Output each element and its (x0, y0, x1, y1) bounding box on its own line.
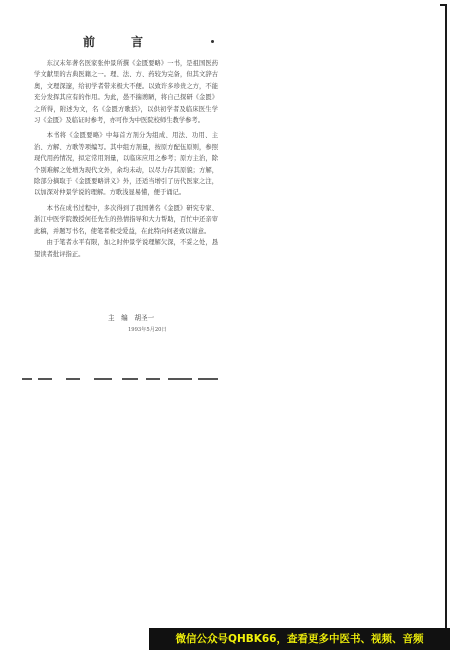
editor-signature: 主 编 胡圣一 (108, 314, 155, 322)
document-title: 前 言 (82, 35, 155, 49)
preface-paragraph-1: 东汉末年著名医家张仲景所撰《金匮要略》一书，是祖国医药学文献里的古典医籍之一。理、法、方、药较为完备，但其文辞古奥，文理深邃，给初学者带来极大不便。以致许多珍贵之方，不能充分发挥其应有的作用。为此，愚不揣谫陋，将自己探研《金匮》之所得，附述为文，名《金匮方歌括》，以供初学者及临床医生学习《金匮》及临证时参考，亦可作为中医院校师生教学参考。 (34, 60, 218, 125)
preface-paragraph-4: 由于笔者水平有限，加之时仲景学说理解欠深，不妥之处，恳望读者批评指正。 (34, 239, 218, 258)
scan-speck (211, 40, 214, 43)
page-edge-right (445, 4, 447, 630)
preface-date: 1993年5月20日 (128, 327, 167, 333)
preface-body (34, 58, 218, 260)
preface-paragraph-2: 本书将《金匮要略》中每首方剂分为组成、用法、功用、主治、方解、方歌等项编写。其中组方剂量，按原方配伍原则，参照现代用药情况，拟定常用剂量，以临床应用之参考；原方主治，除个别难解之处增为现代文外，余均未动，以尽力存其原貌；方解，除部分摘取于《金匮要略讲义》外，还适当增引了历代医家之注，以加深对仲景学说的理解。方歌浅显易懂，便于诵记。 (34, 132, 218, 197)
scan-artifact-line (22, 378, 222, 382)
watermark-banner: 微信公众号QHBK66，查看更多中医书、视频、音频 (149, 628, 450, 650)
preface-paragraph-3: 本书在成书过程中，多次得到了我国著名《金匮》研究专家、浙江中医学院教授何任先生的热情指导和大力帮助，百忙中还亲审此稿，并题写书名，使笔者极受爱益，在此特向何老致以谢意。 (34, 204, 218, 235)
